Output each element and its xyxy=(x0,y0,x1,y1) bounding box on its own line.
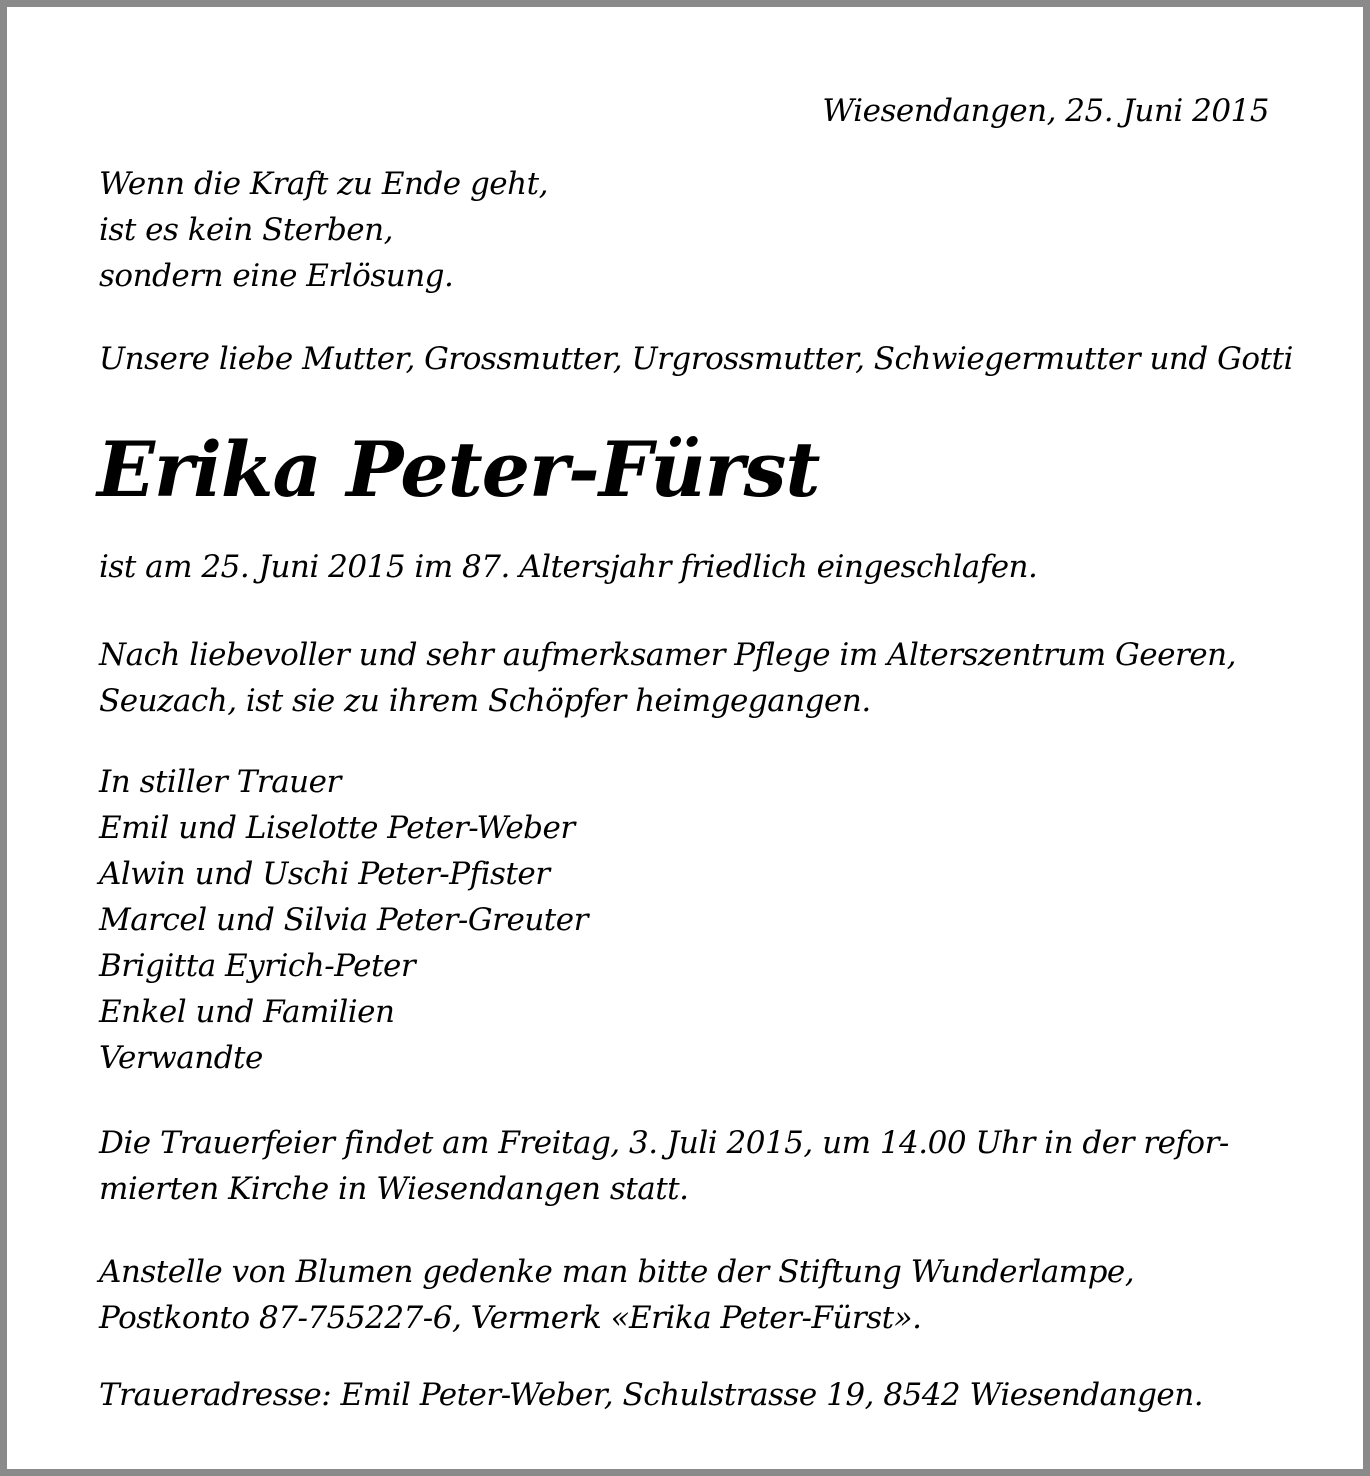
deceased-name: Erika Peter-Fürst xyxy=(97,425,820,514)
mourning-address: Traueradresse: Emil Peter-Weber, Schulstrasse 19, 8542 Wiesendangen. xyxy=(99,1377,1204,1413)
quote-line: ist es kein Sterben, xyxy=(99,212,393,248)
opening-quote xyxy=(99,161,548,299)
mourner-entry: Verwandte xyxy=(99,1040,263,1076)
donation-info xyxy=(99,1249,1134,1341)
intro-text: Unsere liebe Mutter, Grossmutter, Urgrossmutter, Schwiegermutter und Gotti xyxy=(99,341,1293,377)
mourners-list xyxy=(99,759,588,1081)
quote-line: Wenn die Kraft zu Ende geht, xyxy=(99,166,548,202)
care-text xyxy=(99,632,1236,724)
funeral-line: Die Trauerfeier findet am Freitag, 3. Juli 2015, um 14.00 Uhr in der refor- xyxy=(99,1125,1229,1161)
mourner-entry: Marcel und Silvia Peter-Greuter xyxy=(99,902,588,938)
care-line: Seuzach, ist sie zu ihrem Schöpfer heimgegangen. xyxy=(99,683,871,719)
mourners-heading: In stiller Trauer xyxy=(99,764,341,800)
death-statement: ist am 25. Juni 2015 im 87. Altersjahr friedlich eingeschlafen. xyxy=(99,549,1038,585)
mourner-entry: Enkel und Familien xyxy=(99,994,395,1030)
mourner-entry: Alwin und Uschi Peter-Pfister xyxy=(99,856,550,892)
donation-line: Postkonto 87-755227-6, Vermerk «Erika Peter-Fürst». xyxy=(99,1300,922,1336)
mourner-entry: Brigitta Eyrich-Peter xyxy=(99,948,416,984)
quote-line: sondern eine Erlösung. xyxy=(99,258,454,294)
donation-line: Anstelle von Blumen gedenke man bitte der Stiftung Wunderlampe, xyxy=(99,1254,1135,1290)
funeral-line: mierten Kirche in Wiesendangen statt. xyxy=(99,1171,689,1207)
mourner-entry: Emil und Liselotte Peter-Weber xyxy=(99,810,575,846)
care-line: Nach liebevoller und sehr aufmerksamer Pflege im Alterszentrum Geeren, xyxy=(99,637,1236,673)
date-line: Wiesendangen, 25. Juni 2015 xyxy=(822,93,1269,129)
funeral-info xyxy=(99,1120,1229,1212)
